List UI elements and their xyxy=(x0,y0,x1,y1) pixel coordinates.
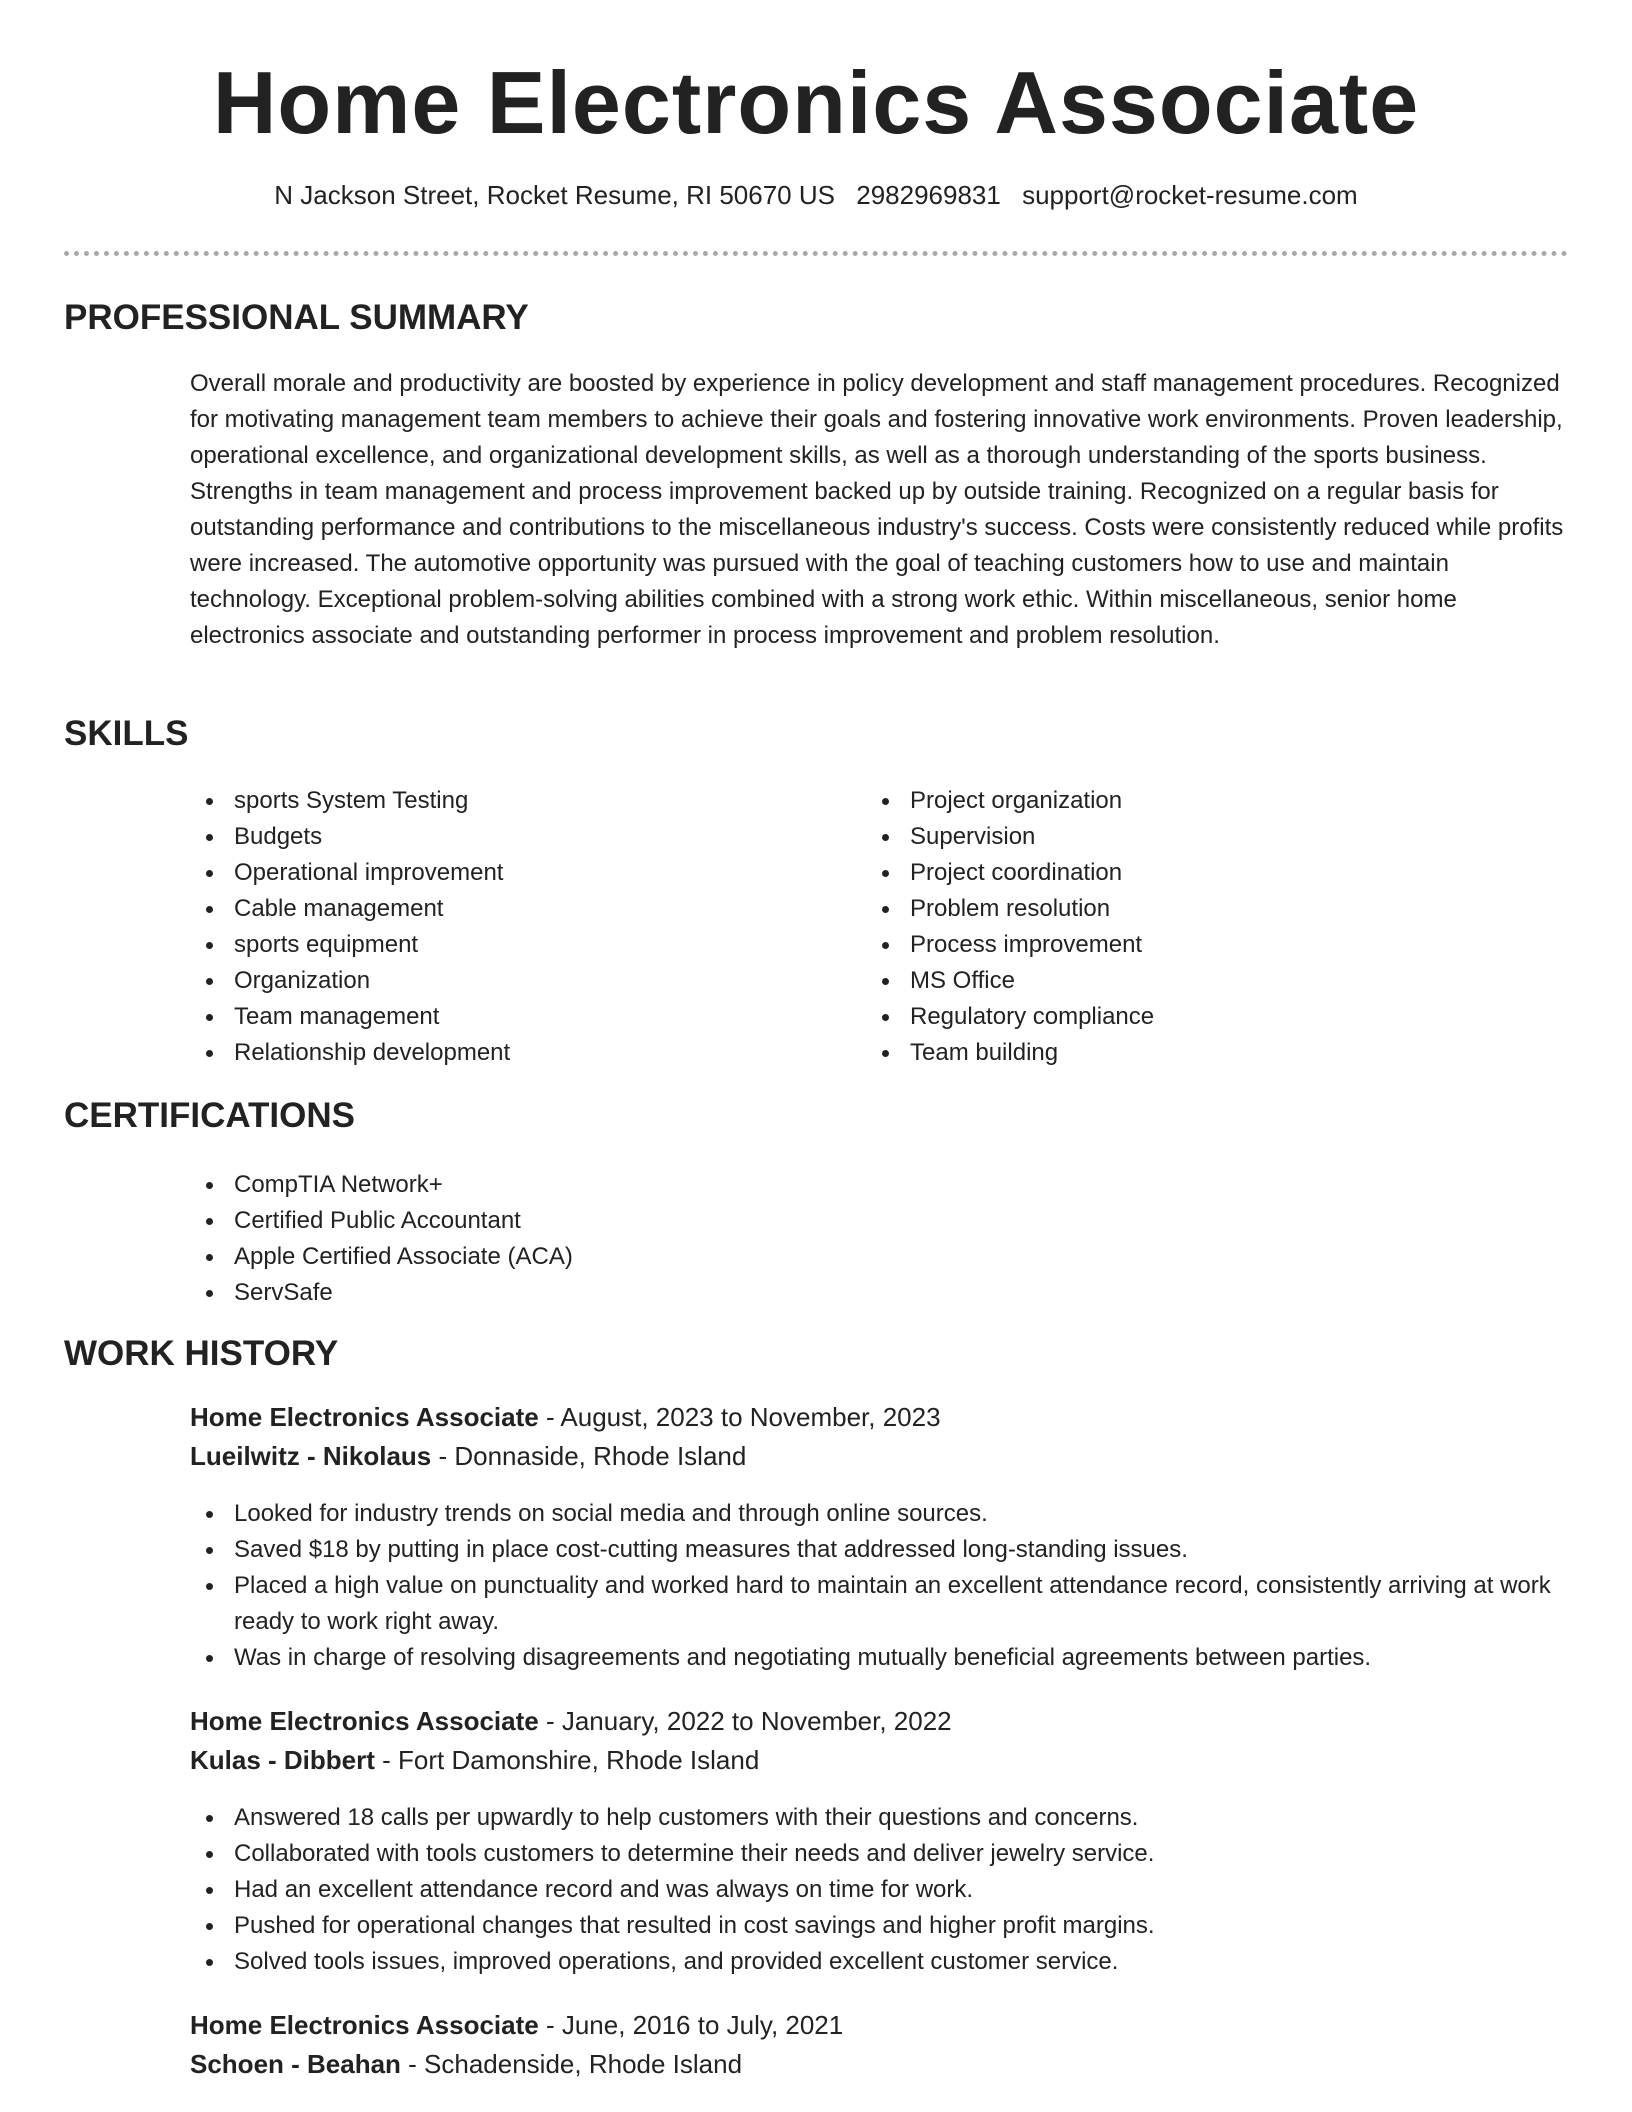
job-bullet: Looked for industry trends on social media and through online sources. xyxy=(190,1496,1570,1532)
skills-list-left xyxy=(190,783,830,1071)
skills-list-right xyxy=(866,783,1506,1071)
job-location: - Fort Damonshire, Rhode Island xyxy=(374,1745,760,1775)
skill-item: Problem resolution xyxy=(866,891,1506,927)
job-bullet: Collaborated with tools customers to determine their needs and deliver jewelry service. xyxy=(190,1836,1570,1872)
certification-item: Certified Public Accountant xyxy=(190,1203,990,1239)
job-title-line xyxy=(190,1706,952,1737)
skill-item: Team building xyxy=(866,1035,1506,1071)
skill-item: Supervision xyxy=(866,819,1506,855)
job-title: Home Electronics Associate xyxy=(190,1706,539,1736)
job-bullet: Saved $18 by putting in place cost-cutting measures that addressed long-standing issues. xyxy=(190,1532,1570,1568)
job-location: - Donnaside, Rhode Island xyxy=(431,1441,747,1471)
job-bullet: Answered 18 calls per upwardly to help customers with their questions and concerns. xyxy=(190,1800,1570,1836)
contact-address: N Jackson Street, Rocket Resume, RI 50670 US xyxy=(274,180,835,210)
summary-heading: PROFESSIONAL SUMMARY xyxy=(64,298,529,337)
skill-item: Regulatory compliance xyxy=(866,999,1506,1035)
job-bullet: Pushed for operational changes that resulted in cost savings and higher profit margins. xyxy=(190,1908,1570,1944)
job-company: Schoen - Beahan xyxy=(190,2049,401,2079)
job-company: Kulas - Dibbert xyxy=(190,1745,375,1775)
skill-item: MS Office xyxy=(866,963,1506,999)
skill-item: sports System Testing xyxy=(190,783,830,819)
skill-item: Team management xyxy=(190,999,830,1035)
header-divider xyxy=(64,251,1568,256)
job-dates: - January, 2022 to November, 2022 xyxy=(538,1706,952,1736)
job-company-line xyxy=(190,2049,742,2080)
skill-item: Process improvement xyxy=(866,927,1506,963)
job-title: Home Electronics Associate xyxy=(190,1402,539,1432)
job-dates: - June, 2016 to July, 2021 xyxy=(538,2010,844,2040)
skill-item: Operational improvement xyxy=(190,855,830,891)
contact-phone: 2982969831 xyxy=(856,180,1001,210)
skill-item: Relationship development xyxy=(190,1035,830,1071)
certifications-heading: CERTIFICATIONS xyxy=(64,1096,356,1135)
job-bullet: Placed a high value on punctuality and worked hard to maintain an excellent attendance record, consistently arriving at work ready to work right away. xyxy=(190,1568,1570,1640)
job-company: Lueilwitz - Nikolaus xyxy=(190,1441,432,1471)
job-title: Home Electronics Associate xyxy=(190,2010,539,2040)
contact-line xyxy=(0,180,1632,211)
job-bullet: Was in charge of resolving disagreements and negotiating mutually beneficial agreements between parties. xyxy=(190,1640,1570,1676)
skills-heading: SKILLS xyxy=(64,714,189,753)
skill-item: Cable management xyxy=(190,891,830,927)
job-bullet-list xyxy=(190,1800,1570,1980)
job-company-line xyxy=(190,1441,746,1472)
skill-item: sports equipment xyxy=(190,927,830,963)
job-title-line xyxy=(190,1402,941,1433)
job-location: - Schadenside, Rhode Island xyxy=(400,2049,743,2079)
resume-name: Home Electronics Associate xyxy=(212,53,1420,152)
certification-item: CompTIA Network+ xyxy=(190,1167,990,1203)
skill-item: Project coordination xyxy=(866,855,1506,891)
skill-item: Budgets xyxy=(190,819,830,855)
work-history-heading: WORK HISTORY xyxy=(64,1334,339,1373)
certification-item: ServSafe xyxy=(190,1275,990,1311)
job-title-line xyxy=(190,2010,843,2041)
job-bullet-list xyxy=(190,1496,1570,1676)
job-dates: - August, 2023 to November, 2023 xyxy=(538,1402,941,1432)
job-bullet: Had an excellent attendance record and was always on time for work. xyxy=(190,1872,1570,1908)
certifications-list xyxy=(190,1167,990,1311)
skill-item: Organization xyxy=(190,963,830,999)
job-bullet: Solved tools issues, improved operations, and provided excellent customer service. xyxy=(190,1944,1570,1980)
summary-text: Overall morale and productivity are boosted by experience in policy development and staff management procedures. Recognized for motivating management team members to achieve their goals and fostering innovative work environments. Proven leadership, operational excellence, and organizational development skills, as well as a thorough understanding of the sports business. Strengths in team management and process improvement backed up by outside training. Recognized on a regular basis for outstanding performance and contributions to the miscellaneous industry's success. Costs were consistently reduced while profits were increased. The automotive opportunity was pursued with the goal of teaching customers how to use and maintain technology. Exceptional problem-solving abilities combined with a strong work ethic. Within miscellaneous, senior home electronics associate and outstanding performer in process improvement and problem resolution. xyxy=(190,370,1564,649)
job-company-line xyxy=(190,1745,759,1776)
contact-email: support@rocket-resume.com xyxy=(1022,180,1358,210)
certification-item: Apple Certified Associate (ACA) xyxy=(190,1239,990,1275)
skill-item: Project organization xyxy=(866,783,1506,819)
